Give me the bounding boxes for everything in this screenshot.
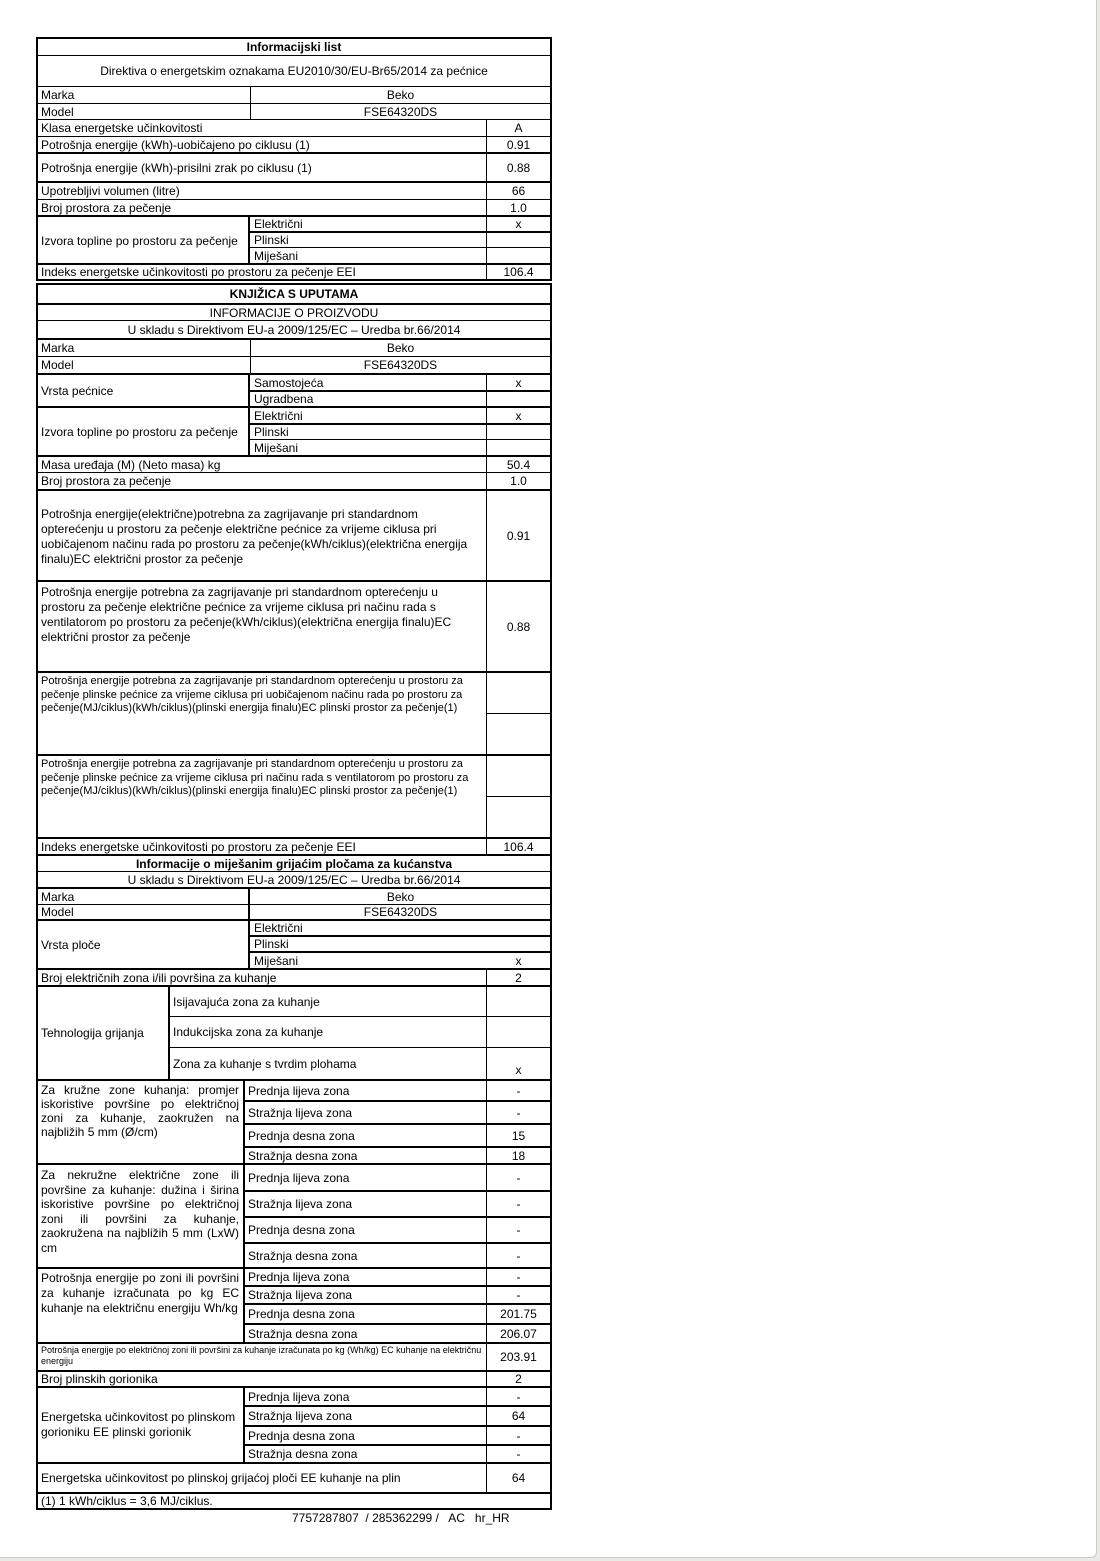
nonround-zone-4: Stražnja desna zona	[248, 1248, 358, 1263]
ee-burner-1-value: -	[516, 1389, 521, 1404]
brand-value: Beko	[386, 88, 415, 102]
ec-zone-2-value: -	[516, 1288, 521, 1302]
hob-type-gas: Plinski	[254, 937, 289, 951]
ee-hob-label: Energetska učinkovitost po plinskoj grijaćoj ploči EE kuhanje na plin	[41, 1471, 401, 1485]
conventional-consumption-value: 0.91	[506, 138, 531, 152]
hob-type-mixed: Miješani	[254, 953, 299, 968]
oven-type-label: Vrsta pećnice	[41, 383, 114, 398]
ee-burner-3: Prednja desna zona	[248, 1428, 355, 1443]
footnote: (1) 1 kWh/ciklus = 3,6 MJ/ciklus.	[41, 1494, 213, 1508]
footer-separator: /	[365, 1511, 369, 1525]
nonround-zone-1-value: -	[516, 1170, 521, 1185]
hob-regulation: U skladu s Direktivom EU-a 2009/125/EC – Uredba br.66/2014	[127, 872, 461, 887]
booklet-cavities-label: Broj prostora za pečenje	[41, 474, 172, 488]
booklet-brand-label: Marka	[41, 341, 75, 355]
ec-zone-label: Potrošnja energije po zoni ili površini za kuhanje izračunata po kg EC kuhanje na električnu energiju Wh/kg	[41, 1271, 239, 1315]
round-zone-1-value: -	[516, 1083, 521, 1098]
ee-burner-2: Stražnja lijeva zona	[248, 1409, 353, 1423]
heat-electric: Električni	[254, 217, 303, 231]
ec-zone-2: Stražnja lijeva zona	[248, 1288, 353, 1302]
round-zones-label: Za kružne zone kuhanja: promjer iskoristive površine po električnoj zoni za kuhanje, zaokružen na najbližih 5 mm (Ø/cm)	[41, 1083, 239, 1139]
nonround-zones-label: Za nekružne električne zone ili površine za kuhanje: dužina i širina iskoristive površine po električnoj zoni ili površini za kuhanje, zaokružena na najbližih 5 mm (LxW) cm	[41, 1168, 239, 1255]
booklet-regulation: U skladu s Direktivom EU-a 2009/125/EC – Uredba br.66/2014	[127, 322, 461, 337]
booklet-title: KNJIŽICA S UPUTAMA	[229, 287, 359, 301]
tech-induction: Indukcijska zona za kuhanje	[173, 1025, 324, 1039]
booklet-heat-electric-mark: x	[515, 408, 522, 423]
oven-freestanding-mark: x	[515, 375, 522, 390]
ec-total-value: 203.91	[500, 1350, 537, 1364]
burners-value: 2	[515, 1372, 522, 1386]
oven-freestanding: Samostojeća	[254, 375, 324, 390]
ee-burner-3-value: -	[516, 1428, 521, 1443]
ee-hob-value: 64	[511, 1471, 526, 1485]
tech-label: Tehnologija grijanja	[41, 1026, 144, 1040]
zones-value: 2	[515, 970, 522, 985]
heat-mixed: Miješani	[254, 248, 299, 263]
hob-type-label: Vrsta ploče	[41, 937, 101, 952]
heat-gas: Plinski	[254, 233, 289, 247]
burners-label: Broj plinskih gorionika	[41, 1372, 158, 1386]
ec-zone-1: Prednja lijeva zona	[248, 1270, 350, 1284]
cavities-value: 1.0	[510, 200, 527, 215]
footer-separator: /	[435, 1511, 439, 1525]
nonround-zone-4-value: -	[516, 1248, 521, 1263]
ee-burner-label: Energetska učinkovitost po plinskom gorioniku EE plinski gorionik	[41, 1410, 236, 1439]
oven-builtin: Ugradbena	[254, 392, 314, 406]
ee-burner-1: Prednja lijeva zona	[248, 1389, 350, 1404]
eei-value: 106.4	[503, 265, 534, 279]
mass-value: 50.4	[506, 457, 531, 472]
ec-zone-4-value: 206.07	[500, 1326, 537, 1341]
footer-locale: hr_HR	[474, 1511, 510, 1525]
tech-solid: Zona za kuhanje s tvrdim plohama	[173, 1056, 357, 1071]
ec-zone-3-value: 201.75	[500, 1307, 537, 1321]
nonround-zone-2-value: -	[516, 1197, 521, 1211]
hob-model-label: Model	[41, 905, 74, 919]
ec-zone-3: Prednja desna zona	[248, 1307, 355, 1321]
ec-zone-4: Stražnja desna zona	[248, 1326, 358, 1341]
document-footer	[292, 1511, 510, 1525]
volume-label: Upotrebljivi volumen (litre)	[41, 184, 180, 198]
round-zone-4-value: 18	[511, 1148, 526, 1163]
tech-solid-mark: x	[515, 1063, 522, 1077]
booklet-brand-value: Beko	[386, 341, 415, 355]
ee-burner-4-value: -	[516, 1447, 521, 1461]
eei-label: Indeks energetske učinkovitosti po prostoru za pečenje EEI	[41, 265, 356, 279]
model-label: Model	[41, 104, 74, 119]
brand-label: Marka	[41, 88, 75, 102]
booklet-eei-label: Indeks energetske učinkovitosti po prostoru za pečenje EEI	[41, 839, 356, 854]
nonround-zone-3-value: -	[516, 1223, 521, 1237]
ee-burner-2-value: 64	[511, 1409, 526, 1423]
booklet-model-value: FSE64320DS	[363, 358, 438, 372]
conventional-consumption-label: Potrošnja energije (kWh)-uobičajeno po ciklusu (1)	[41, 138, 310, 152]
nonround-zone-3: Prednja desna zona	[248, 1223, 355, 1237]
ec-fan-label: Potrošnja energije potrebna za zagrijavanje pri standardnom opterećenju u prostoru za pečenje električne pećnice za vrijeme ciklusa pri načinu rada s ventilatorom po prostoru za pečenje(kWh/ciklus)(električna energija finalu)EC električni prostor za pečenje	[41, 585, 452, 644]
energy-class-label: Klasa energetske učinkovitosti	[41, 121, 203, 135]
ec-conventional-value: 0.91	[506, 528, 531, 543]
fan-consumption-label: Potrošnja energije (kWh)-prisilni zrak po ciklusu (1)	[41, 160, 312, 175]
round-zone-3-value: 15	[511, 1128, 526, 1143]
booklet-heat-mixed: Miješani	[254, 440, 299, 455]
fan-consumption-value: 0.88	[506, 160, 531, 175]
footer-revision: AC	[448, 1511, 465, 1525]
booklet-model-label: Model	[41, 358, 74, 372]
energy-class-value: A	[514, 121, 523, 135]
ec-fan-value: 0.88	[506, 619, 531, 634]
footer-number: 285362299	[372, 1511, 433, 1525]
hob-type-electric: Električni	[254, 921, 303, 935]
heat-source-label: Izvora topline po prostoru za pečenje	[41, 234, 238, 248]
info-sheet-title: Informacijski list	[246, 40, 342, 54]
heat-electric-mark: x	[515, 217, 522, 231]
hob-type-mixed-mark: x	[515, 953, 522, 968]
gas-conventional-label: Potrošnja energije potrebna za zagrijavanje pri standardnom opterećenju u prostoru za pečenje plinske pećnice za vrijeme ciklusa pri uobičajenom načinu rada po prostoru za pečenje(MJ/ciklus)(kWh/ciklus)(plinski energija finalu)EC plinski prostor za pečenje(1)	[41, 675, 463, 714]
booklet-cavities-value: 1.0	[510, 474, 527, 488]
hob-model-value: FSE64320DS	[363, 905, 438, 919]
round-zone-3: Prednja desna zona	[248, 1128, 355, 1143]
booklet-heat-gas: Plinski	[254, 425, 289, 439]
hob-brand-label: Marka	[41, 889, 75, 904]
cavities-label: Broj prostora za pečenje	[41, 200, 172, 215]
booklet-subtitle: INFORMACIJE O PROIZVODU	[209, 305, 379, 320]
booklet-eei-value: 106.4	[503, 839, 534, 854]
hob-brand-value: Beko	[386, 889, 415, 904]
ec-zone-1-value: -	[516, 1270, 521, 1284]
round-zone-1: Prednja lijeva zona	[248, 1083, 350, 1098]
model-value: FSE64320DS	[363, 104, 438, 119]
info-sheet-directive: Direktiva o energetskim oznakama EU2010/30/EU-Br65/2014 za pećnice	[100, 64, 488, 78]
round-zone-2: Stražnja lijeva zona	[248, 1105, 353, 1120]
ec-conventional-label: Potrošnja energije(električne)potrebna za zagrijavanje pri standardnom opterećenju u prostoru za pečenje električne pećnice za vrijeme ciklusa pri uobičajenom načinu rada po prostoru za pečenje(kWh/ciklus)(električna energija finalu)EC električni prostor za pečenje	[41, 506, 468, 566]
tech-radiant: Isijavajuća zona za kuhanje	[173, 994, 320, 1009]
booklet-heat-label: Izvora topline po prostoru za pečenje	[41, 424, 238, 439]
footer-code: 7757287807	[292, 1511, 359, 1525]
nonround-zone-2: Stražnja lijeva zona	[248, 1197, 353, 1211]
round-zone-2-value: -	[516, 1105, 521, 1120]
ee-burner-4: Stražnja desna zona	[248, 1447, 358, 1461]
hob-title: Informacije o miješanim grijaćim pločama za kućanstva	[135, 856, 453, 871]
nonround-zone-1: Prednja lijeva zona	[248, 1170, 350, 1185]
volume-value: 66	[511, 184, 526, 198]
zones-label: Broj električnih zona i/ili površina za kuhanje	[41, 970, 277, 985]
ec-total-label: Potrošnja energije po električnoj zoni ili površini za kuhanje izračunata po kg (Wh/kg) EC kuhanje na električnu energiju	[41, 1345, 482, 1366]
round-zone-4: Stražnja desna zona	[248, 1148, 358, 1163]
mass-label: Masa uređaja (M) (Neto masa) kg	[41, 457, 221, 472]
gas-fan-label: Potrošnja energije potrebna za zagrijavanje pri standardnom opterećenju u prostoru za pečenje plinske pećnice za vrijeme ciklusa pri načinu rada s ventilatorom po prostoru za pečenje(MJ/ciklus)(kWh/ciklus)(plinski energija finalu)EC plinski prostor za pečenje(1)	[41, 758, 469, 797]
booklet-heat-electric: Električni	[254, 408, 303, 423]
